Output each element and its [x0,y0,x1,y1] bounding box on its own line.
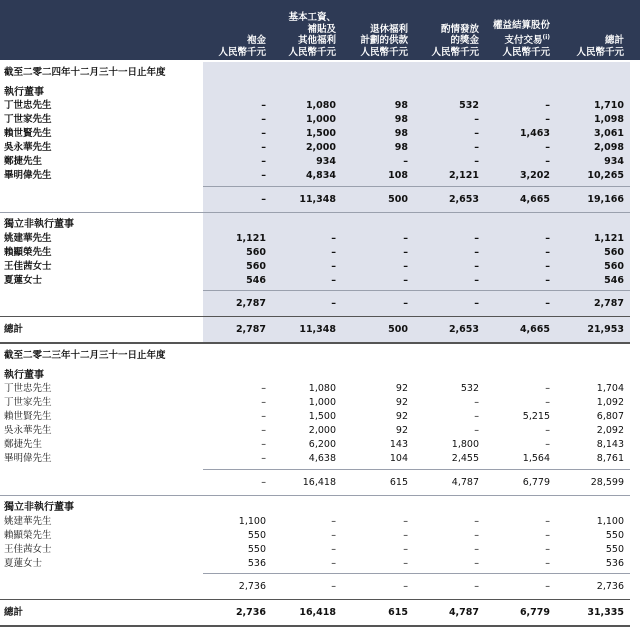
column-header-line [328,24,408,36]
column-header-text: 支付交易 [504,35,543,46]
footnote-marker: (i) [542,33,550,41]
column-header-text: 基本工資、 [288,12,336,23]
row-label: 鄭捷先生 [4,156,43,167]
cell-value: 546 [604,275,624,286]
cell-value: 108 [388,170,408,181]
cell-value: 2,092 [596,425,624,436]
subtotal-row [0,580,630,594]
cell-value: 1,500 [308,411,336,422]
column-header-line [399,35,479,47]
cell-value: 92 [395,411,408,422]
cell-value: 3,061 [593,128,624,139]
director-row [0,141,630,155]
column-header-text: 計劃的供款 [360,35,408,46]
total-label: 總計 [4,324,24,335]
director-row [0,382,630,396]
group-title: 執行董事 [4,370,44,381]
cell-value: 2,736 [596,581,624,592]
column-header-text: 酌情發放 [440,23,479,35]
director-row [0,438,630,452]
subtotal-divider [203,469,630,470]
group-heading [0,218,630,232]
group-title: 執行董事 [4,87,44,98]
cell-value: 1,564 [522,453,550,464]
director-row [0,424,630,438]
cell-value: 560 [604,261,624,272]
row-label: 丁世忠先生 [4,100,52,111]
row-label: 王佳茜女士 [4,261,52,272]
cell-value: – [403,581,408,592]
period-heading [0,66,630,80]
column-header-1 [256,0,336,58]
column-header-line [328,47,408,59]
column-header-line [186,47,266,59]
cell-value: – [261,114,266,125]
cell-value: – [331,581,336,592]
cell-value: 8,143 [596,439,624,450]
total-divider [0,599,630,600]
period-heading [0,349,630,363]
cell-value: – [545,233,550,244]
cell-value: 92 [395,397,408,408]
cell-value: – [261,425,266,436]
cell-value: – [474,128,479,139]
cell-value: 1,704 [596,383,624,394]
cell-value: 536 [247,558,266,569]
column-header-text: 總計 [604,35,624,46]
cell-value: – [331,247,336,258]
director-row [0,452,630,466]
cell-value: 11,348 [299,324,336,335]
group-heading [0,369,630,383]
cell-value: 1,100 [238,516,266,527]
director-row [0,543,630,557]
cell-value: 2,653 [448,194,479,205]
cell-value: 934 [316,156,336,167]
cell-value: – [545,114,550,125]
cell-value: 532 [459,100,479,111]
director-row [0,232,630,246]
total-divider [0,316,630,317]
column-header-line [544,35,624,47]
cell-value: – [545,397,550,408]
cell-value: – [474,530,479,541]
cell-value: – [474,516,479,527]
cell-value: – [261,170,266,181]
cell-value: 550 [605,530,624,541]
cell-value: 500 [388,194,408,205]
cell-value: – [474,114,479,125]
cell-value: – [331,530,336,541]
row-label: 鄭捷先生 [4,439,43,450]
cell-value: – [331,558,336,569]
cell-value: – [331,516,336,527]
cell-value: – [331,275,336,286]
cell-value: – [545,558,550,569]
row-label: 賴顯榮先生 [4,247,52,258]
row-label: 夏蓮女士 [4,558,43,569]
cell-value: 2,455 [451,453,479,464]
cell-value: 11,348 [299,194,336,205]
cell-value: 550 [247,530,266,541]
column-header-line [256,35,336,47]
cell-value: – [545,383,550,394]
column-header-line [328,35,408,47]
cell-value: 1,080 [308,383,336,394]
row-label: 丁世家先生 [4,114,52,125]
director-row [0,113,630,127]
cell-value: – [331,233,336,244]
cell-value: 1,092 [596,397,624,408]
cell-value: 98 [394,100,408,111]
row-label: 賴世賢先生 [4,128,52,139]
cell-value: – [403,558,408,569]
row-label: 吳永華先生 [4,425,52,436]
cell-value: 1,080 [305,100,336,111]
cell-value: 10,265 [587,170,624,181]
cell-value: – [474,558,479,569]
cell-value: 8,761 [596,453,624,464]
cell-value: – [261,142,266,153]
cell-value: 536 [605,558,624,569]
cell-value: 615 [389,477,408,488]
cell-value: 92 [395,383,408,394]
column-header-line [470,20,550,32]
cell-value: 2,736 [238,581,266,592]
cell-value: – [331,298,336,309]
cell-value: – [261,453,266,464]
column-header-4 [470,0,550,58]
cell-value: 1,121 [235,233,266,244]
column-header-line [256,24,336,36]
cell-value: 19,166 [587,194,624,205]
cell-value: – [331,261,336,272]
cell-value: – [474,261,479,272]
director-row [0,246,630,260]
total-row [0,323,630,337]
cell-value: – [261,439,266,450]
cell-value: 98 [394,142,408,153]
cell-value: – [261,383,266,394]
cell-value: 1,710 [593,100,624,111]
row-label: 丁世忠先生 [4,383,52,394]
cell-value: – [474,275,479,286]
cell-value: – [545,100,550,111]
column-header-line [399,24,479,36]
column-header-text: 人民幣千元 [360,46,408,58]
cell-value: – [545,298,550,309]
cell-value: 4,834 [305,170,336,181]
group-divider [0,212,630,213]
row-label: 姚建華先生 [4,516,52,527]
section-end-divider [0,625,630,627]
column-header-text: 人民幣千元 [502,46,550,58]
cell-value: 546 [246,275,266,286]
row-label: 丁世家先生 [4,397,52,408]
director-row [0,396,630,410]
director-row [0,260,630,274]
row-label: 畢明偉先生 [4,170,52,181]
cell-value: – [474,298,479,309]
cell-value: 16,418 [302,477,336,488]
cell-value: 28,599 [590,477,624,488]
cell-value: – [403,156,408,167]
cell-value: 21,953 [587,324,624,335]
cell-value: 2,736 [235,607,266,618]
cell-value: 1,800 [451,439,479,450]
cell-value: 1,000 [308,397,336,408]
row-label: 畢明偉先生 [4,453,52,464]
row-label: 夏蓮女士 [4,275,43,286]
cell-value: – [403,275,408,286]
cell-value: 500 [388,324,408,335]
column-header-line [256,12,336,24]
cell-value: 6,807 [596,411,624,422]
cell-value: 550 [605,544,624,555]
cell-value: – [474,411,479,422]
director-row [0,99,630,113]
cell-value: 1,500 [305,128,336,139]
cell-value: – [261,100,266,111]
column-header-2 [328,0,408,58]
cell-value: 4,665 [519,324,550,335]
column-header-line [186,35,266,47]
cell-value: 6,200 [308,439,336,450]
cell-value: 4,787 [448,607,479,618]
total-row [0,606,630,620]
cell-value: 4,665 [519,194,550,205]
cell-value: – [331,544,336,555]
cell-value: – [545,516,550,527]
group-title: 獨立非執行董事 [4,219,74,230]
cell-value: – [545,247,550,258]
cell-value: – [545,425,550,436]
cell-value: – [545,142,550,153]
cell-value: 98 [394,114,408,125]
group-title: 獨立非執行董事 [4,502,74,513]
cell-value: – [545,439,550,450]
cell-value: – [545,530,550,541]
cell-value: – [403,544,408,555]
cell-value: – [474,247,479,258]
column-header-text: 的獎金 [450,35,479,46]
column-header-5 [544,0,624,58]
row-label: 賴世賢先生 [4,411,52,422]
cell-value: 2,653 [448,324,479,335]
cell-value: 2,098 [593,142,624,153]
cell-value: 92 [395,425,408,436]
group-heading [0,86,630,100]
group-heading [0,501,630,515]
cell-value: – [403,298,408,309]
cell-value: 550 [247,544,266,555]
cell-value: 1,098 [593,114,624,125]
cell-value: 16,418 [299,607,336,618]
column-header-line [470,32,550,47]
column-header-line [470,47,550,59]
cell-value: – [545,275,550,286]
row-label: 姚建華先生 [4,233,52,244]
row-label: 王佳茜女士 [4,544,52,555]
cell-value: – [545,156,550,167]
column-header-text: 袍金 [246,35,266,46]
director-row [0,529,630,543]
cell-value: – [403,261,408,272]
cell-value: 560 [604,247,624,258]
cell-value: 4,787 [451,477,479,488]
cell-value: 6,779 [522,477,550,488]
cell-value: – [403,247,408,258]
column-header-text: 補貼及 [307,23,336,35]
cell-value: – [403,530,408,541]
column-header-line [544,47,624,59]
cell-value: 2,787 [235,298,266,309]
cell-value: 4,638 [308,453,336,464]
column-header-line [399,47,479,59]
cell-value: 560 [246,247,266,258]
director-row [0,274,630,288]
column-header-text: 人民幣千元 [576,46,624,58]
column-header-0 [186,0,266,58]
cell-value: – [474,581,479,592]
subtotal-divider [203,573,630,574]
subtotal-row [0,476,630,490]
director-row [0,127,630,141]
director-row [0,169,630,183]
cell-value: – [403,233,408,244]
cell-value: 560 [246,261,266,272]
cell-value: 1,100 [596,516,624,527]
cell-value: 1,463 [519,128,550,139]
cell-value: – [474,397,479,408]
cell-value: 934 [604,156,624,167]
subtotal-divider [203,290,630,291]
cell-value: – [474,142,479,153]
cell-value: – [545,544,550,555]
row-label: 賴顯榮先生 [4,530,52,541]
cell-value: 5,215 [522,411,550,422]
cell-value: 143 [389,439,408,450]
cell-value: – [474,544,479,555]
cell-value: 2,121 [448,170,479,181]
period-title: 截至二零二三年十二月三十一日止年度 [4,350,166,361]
column-header-text: 其他福利 [297,35,336,46]
cell-value: 2,787 [235,324,266,335]
cell-value: 98 [394,128,408,139]
cell-value: 31,335 [587,607,624,618]
director-row [0,557,630,571]
group-divider [0,495,630,496]
cell-value: 615 [388,607,408,618]
column-header-3 [399,0,479,58]
cell-value: 1,000 [305,114,336,125]
period-title: 截至二零二四年十二月三十一日止年度 [4,67,166,78]
director-row [0,410,630,424]
cell-value: – [261,397,266,408]
subtotal-row [0,193,630,207]
cell-value: – [545,581,550,592]
cell-value: – [545,261,550,272]
cell-value: 2,787 [593,298,624,309]
column-header-text: 人民幣千元 [288,46,336,58]
cell-value: – [474,156,479,167]
column-header-text: 退休福利 [369,23,408,35]
director-row [0,155,630,169]
column-header-text: 權益結算股份 [492,20,550,32]
cell-value: – [474,233,479,244]
column-header-line [256,47,336,59]
cell-value: 1,121 [593,233,624,244]
section-end-divider [0,342,630,344]
cell-value: – [261,477,266,488]
cell-value: – [261,156,266,167]
cell-value: 6,779 [519,607,550,618]
row-label: 吳永華先生 [4,142,52,153]
cell-value: 3,202 [519,170,550,181]
director-row [0,515,630,529]
cell-value: – [261,128,266,139]
cell-value: – [474,425,479,436]
cell-value: 104 [389,453,408,464]
cell-value: – [403,516,408,527]
column-header-text: 人民幣千元 [431,46,479,58]
cell-value: 2,000 [305,142,336,153]
cell-value: 2,000 [308,425,336,436]
cell-value: – [261,194,266,205]
cell-value: – [261,411,266,422]
subtotal-row [0,297,630,311]
column-header-text: 人民幣千元 [218,46,266,58]
cell-value: 532 [460,383,479,394]
subtotal-divider [203,186,630,187]
total-label: 總計 [4,607,24,618]
